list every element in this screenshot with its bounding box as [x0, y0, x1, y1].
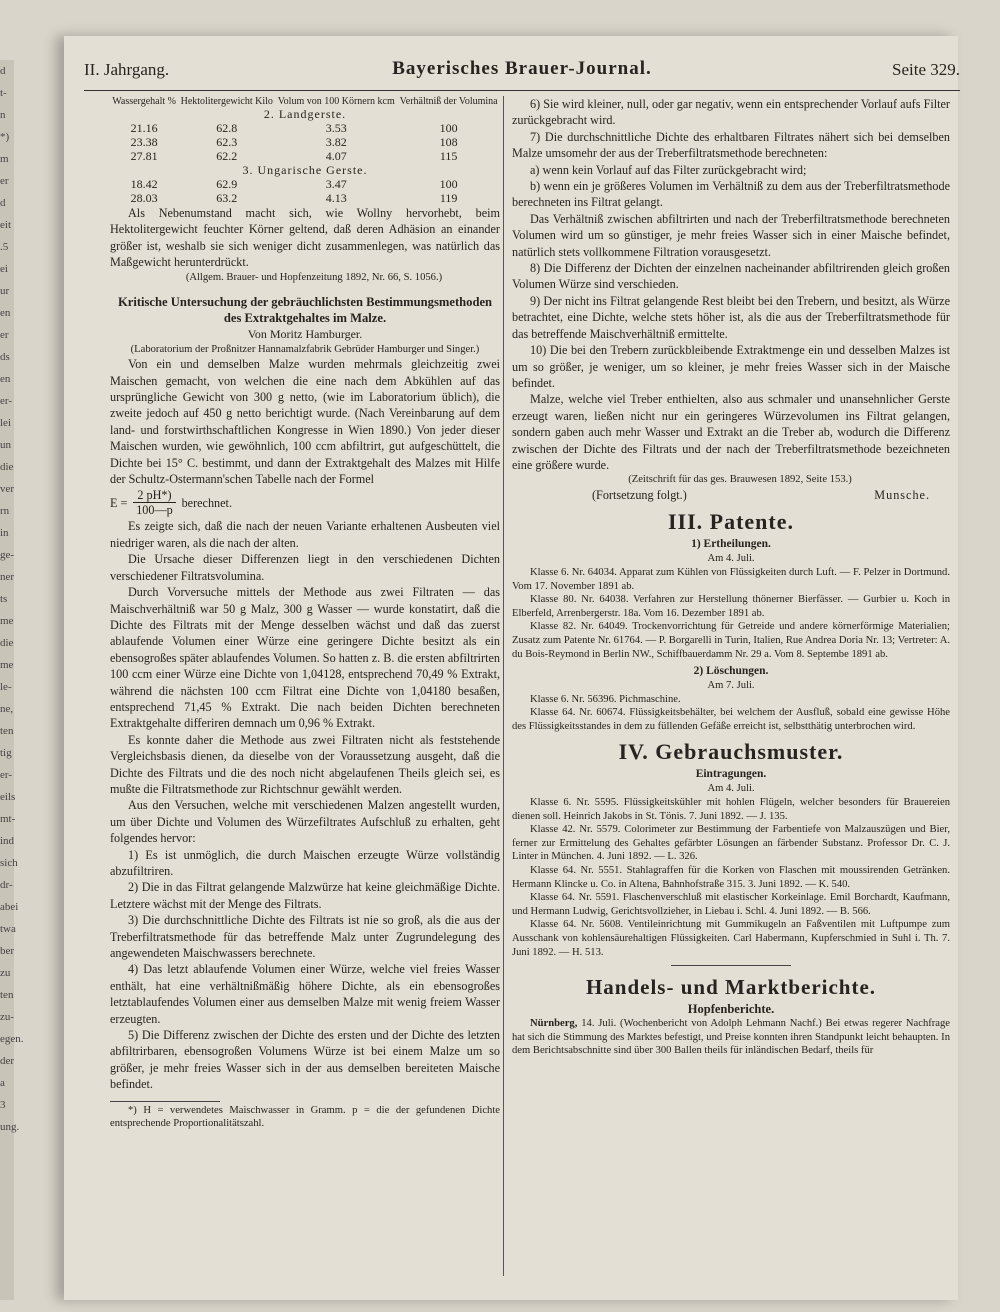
- markt-text: 14. Juli. (Wochenbericht von Adolph Lehmann Nachf.) Bei etwas regerer Nachfrage hat sich die Stimmung des Marktes befestigt, und Preise konnten ihren Standpunkt leicht behaupten. In dem Berichtsabschnitte sind über 300 Ballen theils für inländischen Bedarf, theils für: [512, 1018, 951, 1057]
- table-header: Volum von 100 Körnern kcm: [277, 96, 395, 107]
- previous-page-fragment: mt-: [0, 813, 16, 825]
- table-cell: 4.07: [325, 149, 347, 163]
- article-affiliation: (Laboratorium der Proßnitzer Hannamalzfabrik Gebrüder Hamburger und Singer.): [130, 343, 480, 355]
- previous-page-fragment: ung.: [0, 1121, 20, 1133]
- formula-numerator: 2 pH*): [133, 488, 175, 503]
- patent-entry: Klasse 80. Nr. 64038. Verfahren zur Herstellung thönerner Bierfässer. — Gurbier u. Koch in Elberfeld, Arrenbergerstr. 18a. Vom 16. Dezember 1891 ab.: [512, 594, 950, 619]
- patent-entry: Klasse 64. Nr. 60674. Flüssigkeitsbehälter, bei welchem der Ausfluß, sobald eine gewisse Höhe des Flüssigkeitsstandes in dem zu füllenden Gefäße erreicht ist, selbstthätig unterbrochen wird.: [512, 707, 950, 732]
- table-row: [110, 121, 500, 135]
- footnote: *) H = verwendetes Maischwasser in Gramm. p = die der gefundenen Dichte entsprechende Proportionalitätszahl.: [110, 1104, 500, 1130]
- table-cell: 108: [439, 135, 458, 149]
- body-paragraph: Es zeigte sich, daß die nach der neuen Variante erhaltenen Ausbeuten viel niedriger waren, als die nach der alten.: [110, 519, 500, 550]
- footnote-rule: [110, 1101, 220, 1102]
- table-header: Verhältniß der Volumina: [399, 96, 498, 107]
- previous-page-fragment: der: [0, 1055, 15, 1067]
- previous-page-fragment: die: [0, 461, 14, 473]
- table-row: [110, 149, 500, 163]
- table-cell: 100: [439, 121, 458, 135]
- previous-page-fragment: sich: [0, 857, 18, 869]
- article-author: Munsche.: [874, 487, 930, 502]
- table-cell: 62.3: [216, 135, 238, 149]
- article-signoff: [512, 487, 950, 503]
- gebrauchsmuster-entry: Klasse 64. Nr. 5608. Ventileinrichtung mit Gummikugeln an Faßventilen mit Luftpumpe zum Ausschank von kohlensäurehaltigen Flüssigkeiten. Carl Habermann, Kupferschmied in Suhl i. Th. 7. Juni 1892. — H. 513.: [512, 919, 950, 958]
- previous-page-edge: [0, 60, 24, 1300]
- previous-page-fragment: dr-: [0, 879, 13, 891]
- previous-page-fragment: un: [0, 439, 11, 451]
- page-number: Seite 329.: [892, 60, 960, 79]
- continued-note: (Fortsetzung folgt.): [592, 487, 687, 502]
- previous-page-fragment: d: [0, 197, 6, 209]
- table-cell: 28.03: [130, 191, 158, 205]
- table-header: Hektolitergewicht Kilo: [180, 96, 273, 107]
- formula-lhs: E =: [110, 495, 128, 510]
- formula-denominator: 100—p: [136, 503, 173, 518]
- previous-page-fragment: ei: [0, 263, 8, 275]
- patent-entry: Klasse 6. Nr. 64034. Apparat zum Kühlen von Flüssigkeiten durch Luft. — F. Pelzer in Dortmund. Vom 17. November 1891 ab.: [512, 566, 950, 592]
- gebrauchsmuster-heading: IV. Gebrauchsmuster.: [618, 739, 844, 765]
- previous-page-fragment: ts: [0, 593, 8, 605]
- body-paragraph: Es konnte daher die Methode aus zwei Filtraten nicht als feststehende Vergleichsbasis dienen, da dieselbe von der Voraussetzung ausgeht, daß die Dichte des Filtrats und die des noch nicht abgelaufenen Theils gleich sei, es mußte die Filtratsmethode zur Richtschnur gewählt werden.: [110, 732, 500, 796]
- previous-page-fragment: t-: [0, 87, 7, 99]
- previous-page-fragment: en: [0, 373, 11, 385]
- patents-date: Am 4. Juli.: [707, 553, 755, 565]
- previous-page-fragment: er: [0, 175, 9, 187]
- table-cell: 27.81: [130, 149, 158, 163]
- previous-page-fragment: er-: [0, 769, 12, 781]
- table-cell: 115: [439, 149, 458, 163]
- previous-page-fragment: lei: [0, 417, 11, 429]
- previous-page-fragment: twa: [0, 923, 16, 935]
- previous-page-fragment: a: [0, 1077, 5, 1089]
- page-header: [84, 60, 960, 88]
- table-cell: 62.8: [216, 121, 238, 135]
- previous-page-fragment: 3: [0, 1099, 6, 1111]
- body-paragraph: Die Ursache dieser Differenzen liegt in den verschiedenen Dichten verschiedener Filtratsvolumina.: [110, 552, 500, 583]
- table-cell: 3.47: [325, 177, 347, 191]
- previous-page-fragment: me: [0, 659, 14, 671]
- body-paragraph: Aus den Versuchen, welche mit verschiedenen Malzen angestellt wurden, um über Dichte und Volumen des Würzefiltrates Aufschluß zu erhalten, geht folgendes hervor:: [110, 798, 500, 846]
- list-item: a) wenn kein Vorlauf auf das Filter zurückgebracht wird;: [530, 162, 807, 177]
- previous-page-fragment: die: [0, 637, 14, 649]
- gebrauchsmuster-entry: Klasse 64. Nr. 5551. Stahlagraffen für die Korken von Flaschen mit moussirenden Getränken. Hermann Klincke u. Co. in Altena, Bahnhofstraße 315. 3. Juni 1892. — K. 540.: [512, 865, 950, 890]
- list-item: 3) Die durchschnittliche Dichte des Filtrats ist nie so groß, als die aus der Treberfiltratsmethode für das betreffende Malz unter Zugrundelegung des angewendeten Maischwassers berechnete.: [110, 913, 500, 961]
- list-item: 7) Die durchschnittliche Dichte des erhaltbaren Filtrates nähert sich bei demselben Malze umsomehr der aus der Treberfiltratsmethode berechneten:: [512, 129, 950, 161]
- list-item: 8) Die Differenz der Dichten der einzelnen nacheinander abfiltrirenden gleich großen Volumen Würze sind verschieden.: [512, 261, 950, 292]
- list-item: 1) Es ist unmöglich, die durch Maischen erzeugte Würze vollständig abzufiltriren.: [110, 847, 500, 878]
- left-column: [110, 96, 500, 1131]
- table-cell: 18.42: [130, 177, 158, 191]
- previous-page-fragment: abei: [0, 901, 19, 913]
- list-item: 10) Die bei den Trebern zurückbleibende Extraktmenge ein und desselben Malzes ist um so größer, je weniger, um so kleiner, je mehr freies Wasser sich in der Maische befindet.: [512, 343, 950, 390]
- patents-date: Am 7. Juli.: [707, 680, 755, 692]
- previous-page-fragment: ge-: [0, 549, 15, 561]
- barley-table: [110, 96, 500, 205]
- patents-heading: III. Patente.: [667, 509, 795, 535]
- journal-title: Bayerisches Brauer-Journal.: [392, 58, 652, 79]
- markt-heading: Handels- und Marktberichte.: [585, 975, 877, 1000]
- article-title: Kritische Untersuchung der gebräuchlichsten Bestimmungsmethoden des Extraktgehaltes im Malze.: [117, 295, 493, 326]
- patent-entry: Klasse 82. Nr. 64049. Trockenvorrichtung für Getreide und andere körnerförmige Materialien; Zusatz zum Patente Nr. 61764. — P. Borgarelli in Turin, Italien, Rue Andrea Doria Nr. 13; Vertreter: A. du Bois-Reymond in Berlin NW., Schiffbauerdamm Nr. 29 a. Vom 8. Septembe 1891 ab.: [512, 621, 950, 660]
- previous-page-fragment: zu-: [0, 1011, 15, 1023]
- previous-page-fragment: ur: [0, 285, 10, 297]
- previous-page-fragment: eils: [0, 791, 16, 803]
- previous-page-fragment: zu: [0, 967, 11, 979]
- previous-page-fragment: in: [0, 527, 9, 539]
- list-item: 9) Der nicht ins Filtrat gelangende Rest bleibt bei den Trebern, und besitzt, als Würze betrachtet, eine Dichte, welche stets höher ist, als die aus der Treberfiltratsmethode für das betreffende Maischverhältniß ermittelte.: [512, 293, 950, 341]
- table-cell: 119: [439, 191, 458, 205]
- previous-page-fragment: m: [0, 153, 9, 165]
- table-cell: 63.2: [216, 191, 238, 205]
- intro-paragraph: Als Nebenumstand macht sich, wie Wollny hervorhebt, beim Hektolitergewicht feuchter Körner geltend, daß deren Adhäsion an einander größer ist, weshalb sie sich weniger dicht zusammenlegen, was natürlich das Maßgewicht herunterdrückt.: [110, 206, 500, 270]
- body-paragraph: Durch Vorversuche mittels der Methode aus zwei Filtraten — das Maischverhältniß war 50 g Malz, 300 g Wasser — wurde konstatirt, daß die Dichte des Filtrats mit der Menge desselben wächst und daß das zuerst ablaufende Volumen einer Würze eine geringere Dichte besitzt als ein ebensogroßes später ablaufendes Volumen. So hatten z. B. die ersten abfiltrirten 100 ccm einer Würze eine Dichte von 1,04128, entsprechend 70,49 % Extrakt, während die nächsten 100 ccm Filtrat eine Dichte von 1,04180 besaßen, entsprechend 71,45 % Extrakt. Die nach beiden Dichten berechneten Extraktgehalte differiren demnach um 0,96 % Extrakt.: [110, 585, 500, 731]
- previous-page-fragment: ver: [0, 483, 15, 495]
- previous-page-fragment: ind: [0, 835, 15, 847]
- previous-page-fragment: tig: [0, 747, 12, 759]
- previous-page-fragment: ten: [0, 725, 14, 737]
- previous-page-fragment: en: [0, 307, 11, 319]
- table-cell: 62.9: [216, 177, 238, 191]
- table-cell: 3.82: [325, 135, 347, 149]
- column-divider: [503, 96, 504, 1276]
- table-section-label: 2. Landgerste.: [263, 107, 347, 121]
- table-cell: 100: [439, 177, 458, 191]
- previous-page-fragment: er: [0, 329, 9, 341]
- gebrauchsmuster-entry: Klasse 64. Nr. 5591. Flaschenverschluß mit elastischer Korkeinlage. Emil Borchardt, Kaufmann, und Hermann Ludwig, Gerichtsvollzieher, in Liebau i. Schl. 4. Juni 1892. — B. 566.: [512, 892, 950, 917]
- previous-page-fragment: ner: [0, 571, 15, 583]
- previous-page-fragment: ten: [0, 989, 14, 1001]
- list-item: 5) Die Differenz zwischen der Dichte des ersten und der Dichte des letzten abfiltrirbaren, ebensogroßen Volumens Würze ist bei einem Malze um so größer, je mehr freies Wasser sich in der aus demselben bereiteten Maische befindet.: [110, 1028, 500, 1092]
- section-rule: [671, 965, 791, 966]
- previous-page-fragment: rn: [0, 505, 10, 517]
- list-item: Das Verhältniß zwischen abfiltrirten und nach der Treberfiltratsmethode berechneten Volumen wird um so günstiger, je mehr freies Wasser sich in einer Maische befindet, natürlich stets vollkommene Filtration vorausgesetzt.: [512, 211, 950, 259]
- article-source: (Zeitschrift für das ges. Brauwesen 1892, Seite 153.): [628, 474, 852, 486]
- table-cell: 3.53: [325, 121, 347, 135]
- table-row: [110, 177, 500, 191]
- right-column: [512, 96, 950, 1058]
- previous-page-fragment: n: [0, 109, 6, 121]
- previous-page-fragment: *): [0, 131, 10, 143]
- previous-page-fragment: .5: [0, 241, 9, 253]
- list-item: b) wenn ein je größeres Volumen im Verhältniß zu dem aus der Treberfiltratsmethode berechneten ins Filtrat gelangt.: [512, 179, 950, 210]
- previous-page-fragment: ber: [0, 945, 15, 957]
- body-paragraph: Von ein und demselben Malze wurden mehrmals gleichzeitig zwei Maischen gemacht, von welchen die eine nach dem Abkühlen auf das ursprüngliche Gewicht von 300 g netto, (wie im Laboratorium üblich), die zweite jedoch auf 450 g netto berichtigt wurde. (Nach Vereinbarung auf dem land- und forstwirthschaftlichen Kongresse in Wien 1890.) Von jeder dieser Maischen wurden, wie gewöhnlich, 100 ccm abfiltrirt, gut aufgeschüttelt, die Dichte bei 15° C. bestimmt, und dann der Extraktgehalt des Malzes mit Hilfe der Schultz-Ostermann'schen Tabelle nach der Formel: [110, 357, 500, 487]
- table-cell: 21.16: [130, 121, 158, 135]
- previous-page-fragment: me: [0, 615, 14, 627]
- table-row: [110, 135, 500, 149]
- table-header: Wassergehalt %: [112, 96, 176, 107]
- previous-page-fragment: d: [0, 65, 6, 77]
- list-item: Malze, welche viel Treber enthielten, also aus schmaler und unansehnlicher Gerste erzeugt waren, ließen nicht nur ein geringeres Würzevolumen ins Filtrat gelangen, sondern gaben auch mehr Wasser und Extrakt an die Treber ab, wodurch die Differenz zwischen der Dichte des Filtrats und der nach der Treberfiltratsmethode bezeichneten eine größere wurde.: [512, 392, 950, 472]
- markt-place: Nürnberg,: [530, 1018, 578, 1030]
- previous-page-fragment: ds: [0, 351, 10, 363]
- table-section-label: 3. Ungarische Gerste.: [242, 163, 368, 177]
- formula: [110, 488, 500, 517]
- table-cell: 4.13: [325, 191, 347, 205]
- table-row: [110, 191, 500, 205]
- previous-page-fragment: er-: [0, 395, 12, 407]
- previous-page-fragment: le-: [0, 681, 12, 693]
- patents-subheading: 1) Ertheilungen.: [691, 538, 771, 551]
- previous-page-fragment: ne,: [0, 703, 14, 715]
- table-cell: 23.38: [130, 135, 158, 149]
- patents-subheading: 2) Löschungen.: [693, 665, 769, 678]
- header-rule: [84, 90, 960, 91]
- previous-page-fragment: eit: [0, 219, 11, 231]
- markt-subheading: Hopfenberichte.: [687, 1002, 775, 1017]
- gebrauchsmuster-entry: Klasse 6. Nr. 5595. Flüssigkeitskühler mit hohlen Flügeln, welcher besonders für Brauereien dienen soll. Heinrich Jakobs in St. Tönis. 7. Juni 1892. — J. 135.: [512, 797, 950, 822]
- list-item: 4) Das letzt ablaufende Volumen einer Würze, welche viel freies Wasser enthält, hat eine verhältnißmäßig höhere Dichte, als ein ebensogroßes letztablaufendes Volumen einer aus demselben Malze mit wenig freiem Wasser erzeugten.: [110, 962, 500, 1026]
- gebrauchsmuster-entry: Klasse 42. Nr. 5579. Colorimeter zur Bestimmung der Farbentiefe von Malzauszügen und Bier, ferner zur Ermittelung des Gehaltes gefärbter Lösungen an färbender Substanz. Professor Dr. C. J. Linter in München. 4. Juni 1892. — L. 326.: [512, 824, 950, 863]
- gebrauchsmuster-subheading: Eintragungen.: [695, 768, 767, 781]
- previous-page-fragment: egen.: [0, 1033, 24, 1045]
- patent-entry: Klasse 6. Nr. 56396. Pichmaschine.: [530, 693, 681, 705]
- formula-rhs: berechnet.: [181, 495, 232, 510]
- gebrauchsmuster-date: Am 4. Juli.: [707, 783, 755, 795]
- markt-report: [512, 1017, 950, 1058]
- list-item: 6) Sie wird kleiner, null, oder gar negativ, wenn ein entsprechender Vorlauf aufs Filter zurückgebracht wird.: [512, 97, 950, 128]
- table-cell: 62.2: [216, 149, 238, 163]
- list-item: 2) Die in das Filtrat gelangende Malzwürze hat keine gleichmäßige Dichte. Letztere wächst mit der Menge des Filtrats.: [110, 880, 500, 911]
- intro-source: (Allgem. Brauer- und Hopfenzeitung 1892, Nr. 66, S. 1056.): [185, 271, 443, 283]
- article-byline: Von Moritz Hamburger.: [247, 327, 363, 342]
- volume-label: II. Jahrgang.: [84, 60, 170, 79]
